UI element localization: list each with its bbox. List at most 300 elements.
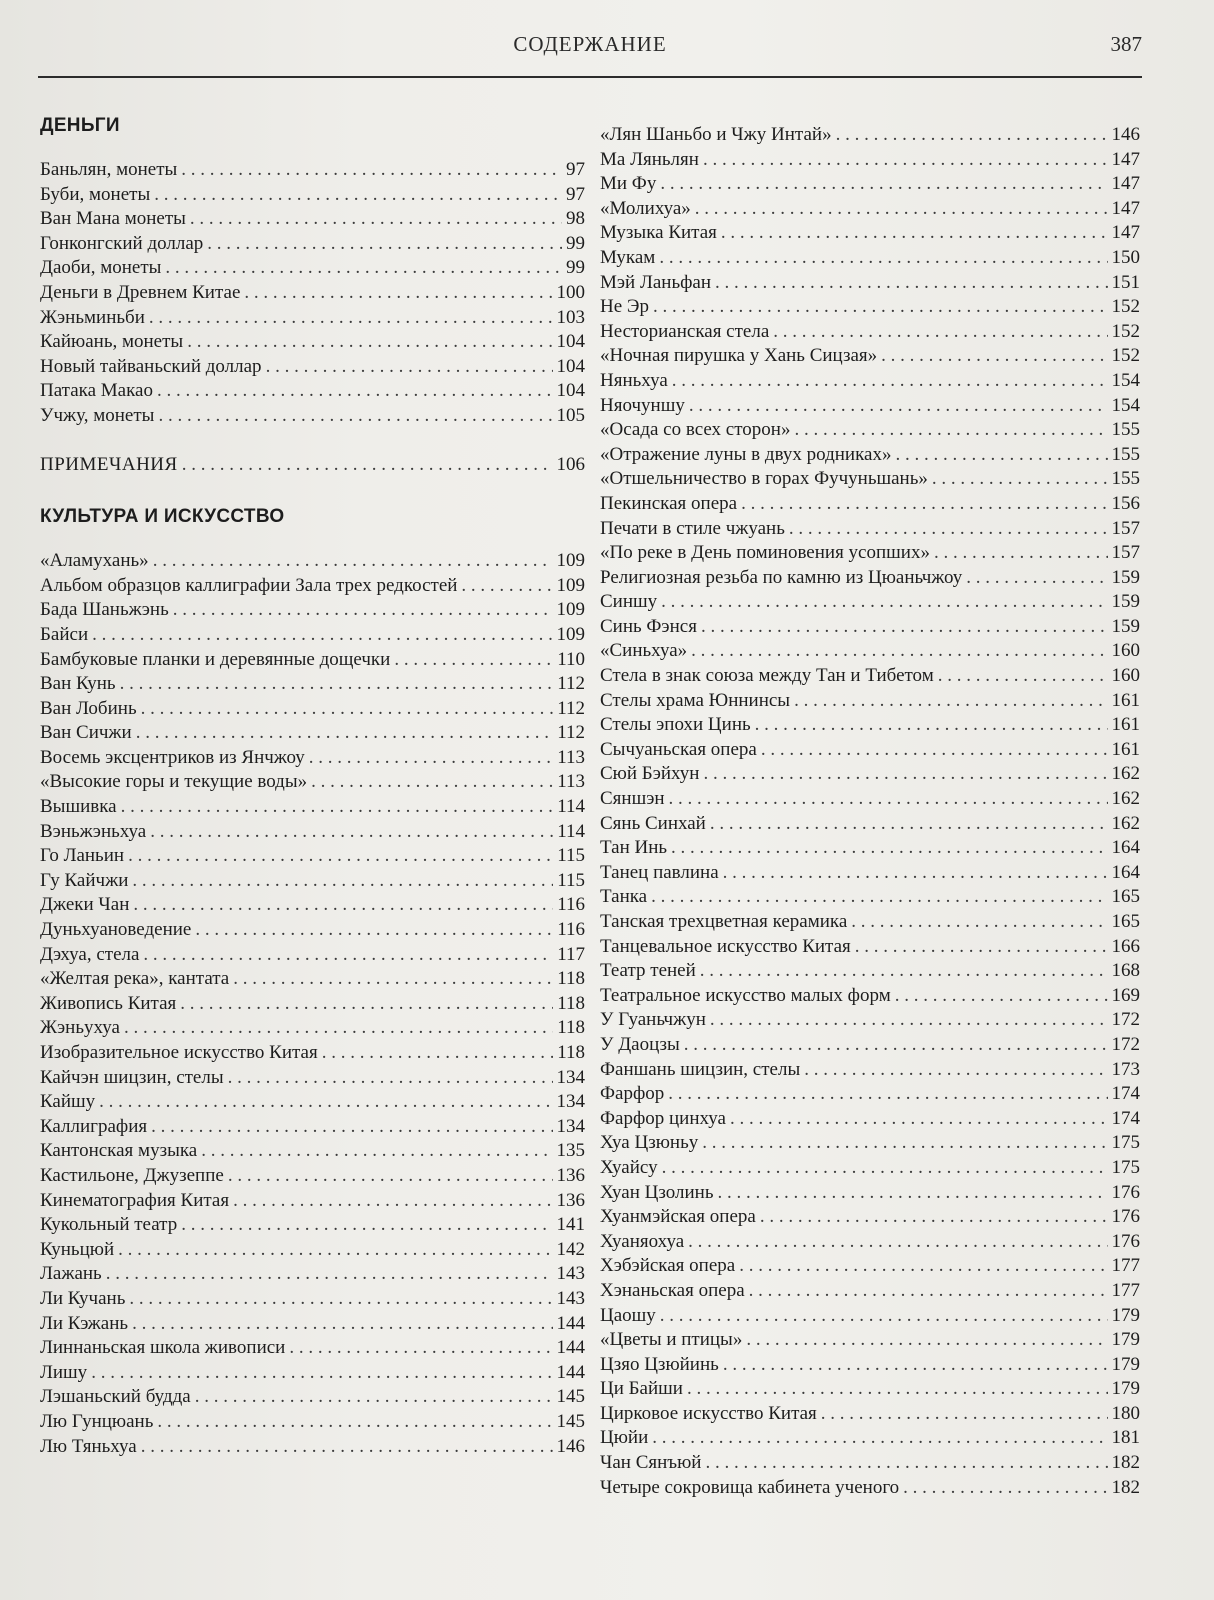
dot-leader bbox=[289, 1336, 552, 1361]
toc-entry-page: 181 bbox=[1111, 1427, 1140, 1449]
dot-leader bbox=[181, 158, 562, 183]
dot-leader bbox=[118, 1238, 552, 1263]
toc-entry bbox=[600, 1181, 1140, 1206]
toc-entry bbox=[600, 394, 1140, 419]
toc-entry-title: Стелы храма Юннинсы bbox=[600, 689, 791, 711]
toc-entry-page: 147 bbox=[1111, 197, 1140, 219]
toc-entry-page: 145 bbox=[556, 1410, 585, 1432]
dot-leader bbox=[695, 197, 1108, 222]
toc-entry-title: Ми Фу bbox=[600, 173, 657, 195]
toc-entry-title: Кантонская музыка bbox=[40, 1140, 198, 1162]
toc-entry bbox=[600, 566, 1140, 591]
dot-leader bbox=[322, 1041, 553, 1066]
toc-entry bbox=[600, 1033, 1140, 1058]
toc-entry-page: 152 bbox=[1111, 320, 1140, 342]
toc-entry-page: 164 bbox=[1111, 837, 1140, 859]
toc-entry bbox=[40, 795, 585, 820]
toc-entry-title: Цюйи bbox=[600, 1427, 649, 1449]
toc-entry-page: 100 bbox=[556, 281, 585, 303]
toc-entry-page: 151 bbox=[1111, 271, 1140, 293]
dot-leader bbox=[836, 123, 1108, 148]
toc-entry-title: Синшу bbox=[600, 591, 658, 613]
toc-entry-title: Мукам bbox=[600, 246, 656, 268]
toc-entry bbox=[40, 549, 585, 574]
dot-leader bbox=[932, 467, 1108, 492]
toc-entry-title: Чан Сянъюй bbox=[600, 1452, 702, 1474]
toc-entry-page: 168 bbox=[1111, 960, 1140, 982]
toc-entry-title: Жэньминьби bbox=[40, 306, 145, 328]
dot-leader bbox=[266, 355, 553, 380]
toc-entry bbox=[40, 183, 585, 208]
toc-entry-page: 144 bbox=[556, 1337, 585, 1359]
toc-entry-title: «Синьхуа» bbox=[600, 640, 688, 662]
toc-entry-page: 164 bbox=[1111, 861, 1140, 883]
toc-entry-title: Хуаняохуа bbox=[600, 1230, 685, 1252]
toc-entry bbox=[600, 123, 1140, 148]
toc-entry bbox=[600, 295, 1140, 320]
toc-entry-title: Ци Байши bbox=[600, 1378, 683, 1400]
toc-entry bbox=[40, 281, 585, 306]
toc-entry-page: 160 bbox=[1111, 665, 1140, 687]
dot-leader bbox=[180, 992, 553, 1017]
toc-entry-title: Не Эр bbox=[600, 296, 649, 318]
toc-entry-title: «Осада со всех сторон» bbox=[600, 419, 791, 441]
toc-entry-page: 141 bbox=[556, 1214, 585, 1236]
toc-entry bbox=[40, 1410, 585, 1435]
toc-entry-title: Кайюань, монеты bbox=[40, 331, 184, 353]
toc-entry bbox=[600, 615, 1140, 640]
toc-entry-title: Театр теней bbox=[600, 960, 696, 982]
toc-entry-title: Религиозная резьба по камню из Цюаньчжоу bbox=[600, 566, 963, 588]
spacer bbox=[40, 429, 585, 453]
dot-leader bbox=[207, 232, 562, 257]
toc-entry-page: 106 bbox=[556, 453, 585, 475]
toc-entry-title: Гонконгский доллар bbox=[40, 232, 204, 254]
dot-leader bbox=[669, 787, 1108, 812]
toc-entry-page: 174 bbox=[1111, 1107, 1140, 1129]
toc-entry-page: 155 bbox=[1111, 468, 1140, 490]
toc-entry bbox=[40, 820, 585, 845]
toc-entry bbox=[40, 306, 585, 331]
toc-entry bbox=[40, 232, 585, 257]
dot-leader bbox=[195, 1385, 553, 1410]
dot-leader bbox=[651, 885, 1107, 910]
toc-entry bbox=[600, 639, 1140, 664]
toc-entry bbox=[40, 869, 585, 894]
toc-entry bbox=[600, 812, 1140, 837]
running-title: СОДЕРЖАНИЕ bbox=[513, 32, 667, 56]
toc-entry-title: Дуньхуановедение bbox=[40, 919, 192, 941]
toc-entry-title: Ван Лобинь bbox=[40, 697, 137, 719]
toc-entry bbox=[600, 910, 1140, 935]
toc-entry bbox=[40, 893, 585, 918]
dot-leader bbox=[794, 418, 1107, 443]
section-heading-money: ДЕНЬГИ bbox=[40, 115, 120, 136]
dot-leader bbox=[761, 738, 1108, 763]
toc-entry-title: Музыка Китая bbox=[600, 222, 717, 244]
toc-entry-page: 145 bbox=[556, 1386, 585, 1408]
toc-entry-title: Лажань bbox=[40, 1263, 102, 1285]
toc-entry bbox=[600, 738, 1140, 763]
toc-entry bbox=[600, 590, 1140, 615]
toc-entry-title: Каллиграфия bbox=[40, 1115, 148, 1137]
toc-entry-page: 157 bbox=[1111, 542, 1140, 564]
toc-entry-title: «Отражение луны в двух родниках» bbox=[600, 443, 892, 465]
toc-entry-page: 104 bbox=[556, 331, 585, 353]
toc-entry-page: 109 bbox=[556, 574, 585, 596]
toc-entry-page: 165 bbox=[1111, 911, 1140, 932]
toc-entry-title: У Гуаньчжун bbox=[600, 1009, 706, 1031]
dot-leader bbox=[661, 590, 1107, 615]
dot-leader bbox=[703, 148, 1108, 173]
toc-entry-title: Ли Кэжань bbox=[40, 1312, 129, 1334]
toc-entry-title: Фарфор bbox=[600, 1083, 665, 1105]
toc-entry-page: 115 bbox=[557, 869, 585, 891]
money-entries bbox=[40, 158, 585, 429]
toc-entry bbox=[40, 574, 585, 599]
toc-entry-page: 146 bbox=[556, 1435, 585, 1457]
dot-leader bbox=[689, 394, 1108, 419]
toc-entry-title: Ли Кучань bbox=[40, 1287, 126, 1309]
dot-leader bbox=[311, 770, 553, 795]
toc-entry bbox=[40, 1385, 585, 1410]
dot-leader bbox=[672, 369, 1108, 394]
toc-entry-title: Хэнаньская опера bbox=[600, 1279, 745, 1301]
toc-entry-title: Ма Ляньлян bbox=[600, 148, 699, 170]
toc-entry-title: Вышивка bbox=[40, 796, 117, 818]
toc-entry-page: 134 bbox=[556, 1115, 585, 1137]
toc-entry bbox=[40, 1115, 585, 1140]
dot-leader bbox=[141, 1435, 553, 1460]
toc-entry-page: 104 bbox=[556, 380, 585, 402]
toc-entry bbox=[600, 1328, 1140, 1353]
toc-entry-title: Бамбуковые планки и деревянные дощечки bbox=[40, 648, 391, 670]
toc-entry bbox=[600, 467, 1140, 492]
toc-entry-title: Пекинская опера bbox=[600, 492, 738, 514]
toc-entry-page: 135 bbox=[556, 1140, 585, 1162]
toc-entry bbox=[600, 1008, 1140, 1033]
toc-entry bbox=[600, 1156, 1140, 1181]
dot-leader bbox=[700, 959, 1108, 984]
toc-entry-page: 118 bbox=[557, 1042, 585, 1063]
toc-entry bbox=[600, 517, 1140, 542]
dot-leader bbox=[141, 697, 554, 722]
toc-entry bbox=[600, 984, 1140, 1009]
dot-leader bbox=[895, 443, 1107, 468]
toc-entry-page: 154 bbox=[1111, 369, 1140, 391]
dot-leader bbox=[91, 1361, 552, 1386]
toc-entry-title: Альбом образцов каллиграфии Зала трех редкостей bbox=[40, 574, 458, 596]
dot-leader bbox=[710, 812, 1108, 837]
toc-entry-title: Деньги в Древнем Китае bbox=[40, 281, 241, 303]
toc-entry-page: 152 bbox=[1111, 296, 1140, 318]
toc-entry-page: 118 bbox=[557, 968, 585, 990]
dot-leader bbox=[129, 1287, 552, 1312]
toc-entry bbox=[40, 1041, 585, 1066]
dot-leader bbox=[187, 330, 552, 355]
toc-entry-title: «Отшельничество в горах Фучуньшань» bbox=[600, 468, 928, 490]
toc-entry-page: 110 bbox=[557, 648, 585, 670]
toc-entry-title: Буби, монеты bbox=[40, 183, 151, 205]
toc-entry bbox=[600, 1426, 1140, 1451]
toc-entry-title: Няочуншу bbox=[600, 394, 685, 416]
toc-entry-title: Лишу bbox=[40, 1361, 88, 1383]
toc-entry bbox=[40, 330, 585, 355]
dot-leader bbox=[671, 836, 1107, 861]
dot-leader bbox=[157, 1410, 552, 1435]
toc-entry-page: 118 bbox=[557, 992, 585, 1014]
toc-entry-page: 161 bbox=[1111, 738, 1140, 760]
dot-leader bbox=[749, 1279, 1108, 1304]
dot-leader bbox=[966, 566, 1107, 591]
dot-leader bbox=[789, 517, 1108, 542]
dot-leader bbox=[895, 984, 1108, 1009]
toc-entry-page: 134 bbox=[556, 1091, 585, 1113]
toc-entry-page: 180 bbox=[1111, 1402, 1140, 1424]
toc-entry bbox=[40, 1435, 585, 1460]
toc-entry-title: «Цветы и птицы» bbox=[600, 1329, 743, 1351]
toc-entry-page: 172 bbox=[1111, 1033, 1140, 1055]
toc-entry-page: 177 bbox=[1111, 1279, 1140, 1301]
toc-entry bbox=[40, 1189, 585, 1214]
toc-entry-title: Джеки Чан bbox=[40, 894, 130, 916]
toc-entry bbox=[600, 271, 1140, 296]
toc-entry-page: 157 bbox=[1111, 517, 1140, 539]
dot-leader bbox=[821, 1402, 1108, 1427]
toc-entry-page: 162 bbox=[1111, 763, 1140, 785]
toc-entry-page: 98 bbox=[566, 208, 585, 230]
toc-entry-page: 155 bbox=[1111, 419, 1140, 441]
dot-leader bbox=[660, 172, 1107, 197]
toc-entry-title: Театральное искусство малых форм bbox=[600, 984, 891, 1006]
dot-leader bbox=[701, 615, 1108, 640]
toc-entry bbox=[600, 443, 1140, 468]
dot-leader bbox=[855, 935, 1108, 960]
toc-entry-page: 150 bbox=[1111, 246, 1140, 268]
toc-entry-title: Вэньжэньхуа bbox=[40, 820, 147, 842]
toc-entry-title: Живопись Китая bbox=[40, 992, 177, 1014]
toc-entry-page: 144 bbox=[556, 1361, 585, 1383]
toc-entry-page: 112 bbox=[557, 722, 585, 744]
toc-column-left bbox=[40, 110, 585, 1459]
toc-entry-title: ПРИМЕЧАНИЯ bbox=[40, 453, 178, 475]
dot-leader bbox=[461, 574, 552, 599]
dot-leader bbox=[804, 1058, 1107, 1083]
dot-leader bbox=[938, 664, 1108, 689]
spacer bbox=[40, 533, 585, 549]
toc-entry bbox=[600, 762, 1140, 787]
toc-entry bbox=[40, 1139, 585, 1164]
dot-leader bbox=[684, 1033, 1108, 1058]
toc-entry-page: 162 bbox=[1111, 788, 1140, 810]
toc-entry bbox=[600, 1377, 1140, 1402]
toc-entry bbox=[40, 746, 585, 771]
toc-entry bbox=[600, 1279, 1140, 1304]
toc-entry-title: Цирковое искусство Китая bbox=[600, 1402, 817, 1424]
toc-entry-title: Жэньухуа bbox=[40, 1017, 120, 1039]
dot-leader bbox=[149, 306, 553, 331]
toc-entry-page: 175 bbox=[1111, 1156, 1140, 1178]
toc-entry bbox=[600, 861, 1140, 886]
toc-entry-title: Учжу, монеты bbox=[40, 404, 155, 426]
toc-entry bbox=[40, 672, 585, 697]
dot-leader bbox=[150, 820, 553, 845]
dot-leader bbox=[760, 1205, 1108, 1230]
toc-entry-page: 112 bbox=[557, 673, 585, 695]
dot-leader bbox=[201, 1139, 552, 1164]
dot-leader bbox=[132, 1312, 552, 1337]
toc-entry-title: «Ночная пирушка у Хань Сицзая» bbox=[600, 345, 878, 367]
dot-leader bbox=[851, 910, 1107, 935]
dot-leader bbox=[157, 379, 553, 404]
toc-entry bbox=[40, 943, 585, 968]
dot-leader bbox=[121, 795, 554, 820]
toc-entry-title: Цзяо Цзюйинь bbox=[600, 1353, 719, 1375]
toc-entry-title: Байси bbox=[40, 623, 89, 645]
dot-leader bbox=[309, 746, 553, 771]
dot-leader bbox=[132, 869, 553, 894]
toc-entry bbox=[600, 959, 1140, 984]
toc-entry-title: Ван Кунь bbox=[40, 673, 116, 695]
toc-entry bbox=[600, 713, 1140, 738]
dot-leader bbox=[881, 344, 1107, 369]
toc-entry-title: Печати в стиле чжуань bbox=[600, 517, 785, 539]
toc-entry bbox=[600, 1131, 1140, 1156]
toc-entry bbox=[40, 256, 585, 281]
toc-entry-page: 134 bbox=[556, 1066, 585, 1088]
toc-entry-page: 97 bbox=[566, 183, 585, 205]
toc-entry-title: Кастильоне, Джузеппе bbox=[40, 1164, 224, 1186]
toc-entry-title: Гу Кайчжи bbox=[40, 869, 129, 891]
toc-entry-page: 103 bbox=[556, 306, 585, 328]
toc-entry-page: 179 bbox=[1111, 1353, 1140, 1375]
toc-entry-page: 154 bbox=[1111, 394, 1140, 416]
toc-entry bbox=[40, 1066, 585, 1091]
dot-leader bbox=[394, 648, 553, 673]
toc-entry-title: «Высокие горы и текущие воды» bbox=[40, 771, 308, 793]
toc-entry-title: Тан Инь bbox=[600, 837, 668, 859]
toc-entry bbox=[40, 1262, 585, 1287]
toc-entry bbox=[40, 623, 585, 648]
toc-entry bbox=[40, 1287, 585, 1312]
toc-entry-title: Танцевальное искусство Китая bbox=[600, 935, 851, 957]
toc-entry-page: 147 bbox=[1111, 148, 1140, 170]
toc-entry-title: Лэшаньский будда bbox=[40, 1386, 191, 1408]
toc-entry-title: Сюй Бэйхун bbox=[600, 763, 700, 785]
toc-entry-title: Цаошу bbox=[600, 1304, 656, 1326]
dot-leader bbox=[660, 1304, 1108, 1329]
dot-leader bbox=[233, 967, 553, 992]
toc-entry bbox=[40, 1164, 585, 1189]
toc-entry-title: Ван Сичжи bbox=[40, 722, 132, 744]
toc-entry-page: 161 bbox=[1111, 714, 1140, 736]
toc-entry-title: Хуа Цзюньу bbox=[600, 1132, 699, 1154]
toc-entry-page: 114 bbox=[557, 820, 585, 842]
dot-leader bbox=[705, 1451, 1107, 1476]
toc-entry-page: 177 bbox=[1111, 1255, 1140, 1277]
toc-entry-title: Танец павлина bbox=[600, 861, 719, 883]
toc-entry-notes bbox=[40, 453, 585, 478]
toc-entry-title: Сяншэн bbox=[600, 788, 665, 810]
toc-entry-page: 99 bbox=[566, 257, 585, 279]
toc-entry-title: «Лян Шаньбо и Чжу Интай» bbox=[600, 124, 832, 145]
dot-leader bbox=[190, 207, 562, 232]
dot-leader bbox=[652, 1426, 1107, 1451]
toc-entry-title: Стелы эпохи Цинь bbox=[600, 714, 751, 736]
toc-entry bbox=[600, 664, 1140, 689]
toc-entry-title: Даоби, монеты bbox=[40, 257, 162, 279]
toc-entry-title: Патака Макао bbox=[40, 380, 153, 402]
toc-entry-title: Ван Мана монеты bbox=[40, 208, 186, 230]
dot-leader bbox=[723, 1353, 1108, 1378]
toc-entry-title: Новый тайваньский доллар bbox=[40, 355, 262, 377]
toc-entry bbox=[40, 1016, 585, 1041]
toc-entry-page: 113 bbox=[557, 771, 585, 793]
toc-entry-page: 113 bbox=[557, 746, 585, 768]
toc-entry-title: Танская трехцветная керамика bbox=[600, 911, 848, 932]
toc-entry bbox=[40, 1213, 585, 1238]
toc-entry-title: Баньлян, монеты bbox=[40, 159, 178, 180]
toc-entry-page: 116 bbox=[557, 894, 585, 916]
toc-entry bbox=[40, 207, 585, 232]
toc-entry-page: 147 bbox=[1111, 222, 1140, 244]
toc-entry-title: Изобразительное искусство Китая bbox=[40, 1042, 318, 1063]
toc-entry bbox=[600, 492, 1140, 517]
toc-entry-page: 147 bbox=[1111, 173, 1140, 195]
toc-entry bbox=[600, 1476, 1140, 1501]
dot-leader bbox=[688, 1230, 1107, 1255]
dot-leader bbox=[228, 1164, 553, 1189]
toc-entry bbox=[600, 885, 1140, 910]
toc-entry-page: 115 bbox=[557, 845, 585, 867]
culture-entries-left bbox=[40, 549, 585, 1459]
dot-leader bbox=[934, 541, 1108, 566]
toc-entry-page: 161 bbox=[1111, 689, 1140, 711]
dot-leader bbox=[794, 689, 1107, 714]
dot-leader bbox=[691, 639, 1107, 664]
toc-entry-page: 156 bbox=[1111, 492, 1140, 514]
toc-entry-page: 117 bbox=[557, 943, 585, 965]
toc-entry-title: «Аламухань» bbox=[40, 550, 149, 572]
dot-leader bbox=[154, 183, 562, 208]
dot-leader bbox=[723, 861, 1108, 886]
toc-entry-page: 143 bbox=[556, 1287, 585, 1309]
dot-leader bbox=[721, 221, 1108, 246]
toc-entry bbox=[600, 1451, 1140, 1476]
toc-entry bbox=[40, 1238, 585, 1263]
toc-entry-page: 112 bbox=[557, 697, 585, 719]
toc-entry-page: 182 bbox=[1111, 1452, 1140, 1474]
toc-entry bbox=[600, 1230, 1140, 1255]
toc-entry bbox=[40, 1336, 585, 1361]
toc-entry bbox=[600, 1254, 1140, 1279]
toc-entry-page: 142 bbox=[556, 1238, 585, 1260]
toc-entry-title: Хуанмэйская опера bbox=[600, 1206, 756, 1228]
toc-entry bbox=[40, 992, 585, 1017]
toc-entry-title: Го Ланьин bbox=[40, 845, 125, 867]
toc-entry-page: 165 bbox=[1111, 886, 1140, 908]
toc-entry-title: Несторианская стела bbox=[600, 320, 770, 342]
dot-leader bbox=[662, 1156, 1108, 1181]
toc-entry-page: 104 bbox=[556, 355, 585, 377]
toc-entry-page: 159 bbox=[1111, 591, 1140, 613]
toc-entry-page: 152 bbox=[1111, 345, 1140, 367]
toc-entry bbox=[40, 844, 585, 869]
toc-entry-page: 136 bbox=[556, 1164, 585, 1186]
dot-leader bbox=[668, 1082, 1107, 1107]
toc-entry bbox=[600, 172, 1140, 197]
toc-entry bbox=[600, 246, 1140, 271]
